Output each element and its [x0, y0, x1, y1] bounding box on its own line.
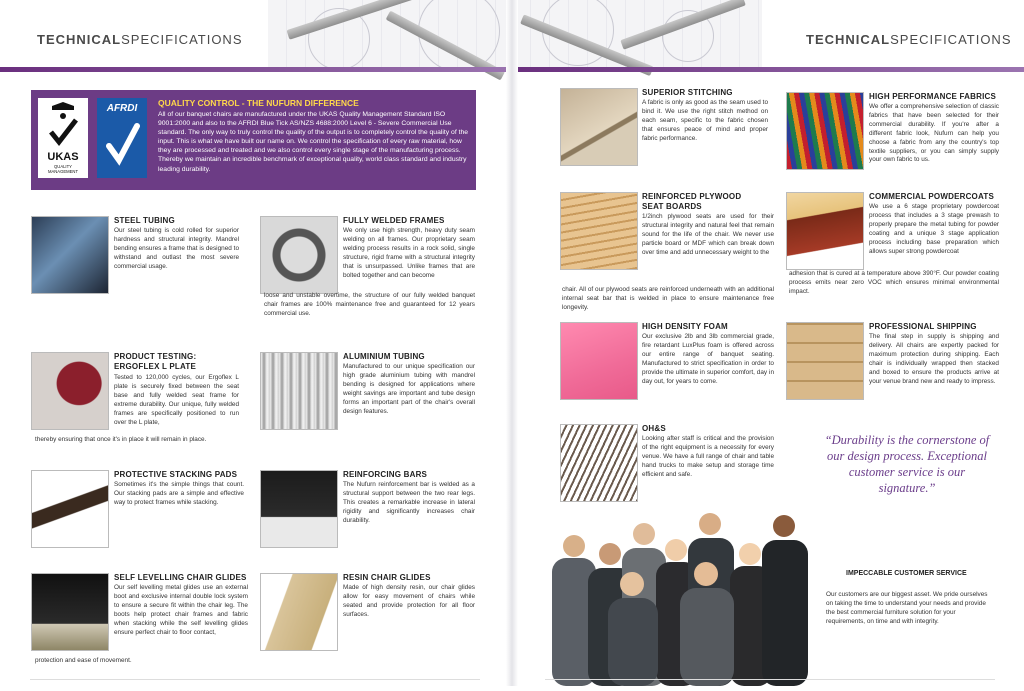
aluminium-tubing-title: ALUMINIUM TUBING: [343, 352, 425, 361]
header-rule: [0, 67, 512, 72]
welded-frames-text-cont: loose and unstable overtime, the structure of our fully welded banquet chair frames are 100% maintenance free and guaranteed for 12 years commercial use.: [264, 292, 475, 317]
self-levelling-glides-text-cont: protection and ease of movement.: [35, 657, 132, 664]
powdercoats-title: COMMERCIAL POWDERCOATS: [869, 192, 994, 201]
quality-body: All of our banquet chairs are manufactured under the UKAS Quality Management Standard ISO 9001:2000 and also to the AFRDI Blue Tick AS/NZS 4688:2000 Level 6 - Severe Commercial Use standard. The only way to truly control the quality of the output is to completely control the quality of the input. This is what we have built our name on. We control the specification of every raw material, how they are processed and treated and we also control every single stage of the manufacturing process. Thereby we maintain an incredible benchmark of exceptional quality, world class standard and industry leading durability.: [158, 111, 469, 173]
resin-glides-text: Made of high density resin, our chair glides allow for easy movement of chairs while seated and provide protection for all floor surfaces.: [343, 584, 475, 618]
blueprint-banner: [268, 0, 512, 68]
stitching-text: A fabric is only as good as the seam used to bind it. We use the right stitch method on each seam, specific to the fabric chosen that ensures peace of mind and proper fabric performance.: [642, 99, 768, 142]
powdercoats-text-cont: adhesion that is cured at a temperature above 390°F. Our powder coating process emits near zero VOC which ensures minimal environmental impact.: [789, 270, 999, 295]
customer-service-title: IMPECCABLE CUSTOMER SERVICE: [846, 570, 967, 577]
foam-text: Our exclusive 2lb and 3lb commercial grade, fire retardant LuxPlus foam is offered across our entire range of banquet seating. Manufactured to strict specification in order to provide the ultimate in superior comfort, day in day out, for years to come.: [642, 333, 774, 385]
resin-glides-image: [260, 573, 338, 651]
product-testing-text: Tested to 120,000 cycles, our Ergoflex L plate is securely fixed between the seat base and fully welded seat frame for extreme durability. Our unique, fully welded frames are specifically positioned to run over the L plate,: [114, 374, 239, 426]
resin-glides-title: RESIN CHAIR GLIDES: [343, 573, 431, 582]
right-footer-rule: [545, 679, 995, 680]
durability-quote: “Durability is the cornerstone of our design process. Exceptional customer service is our signature.”: [824, 433, 990, 495]
stacking-pads-text: Sometimes it's the simple things that count. Our stacking pads are a simple and effective way to protect frames while stacking.: [114, 481, 244, 506]
stitching-title: SUPERIOR STITCHING: [642, 88, 733, 97]
svg-text:AFRDI: AFRDI: [106, 103, 138, 114]
product-testing-text-cont: thereby ensuring that once it's in place it will remain in place.: [35, 436, 207, 443]
stacking-pads-image: [31, 470, 109, 548]
fabrics-text: We offer a comprehensive selection of classic fabrics that have been selected for their commercial durability. If you're after a different fabric look, Nufurn can help you choose a fabric from any the country's top textile suppliers, or you can simply supply your own fabric to us.: [869, 103, 999, 164]
welded-frames-image: [260, 216, 338, 294]
svg-text:UKAS: UKAS: [47, 151, 79, 163]
stitching-image: [560, 88, 638, 166]
fabrics-title: HIGH PERFORMANCE FABRICS: [869, 92, 997, 101]
svg-text:MANAGEMENT: MANAGEMENT: [47, 169, 79, 174]
powdercoats-image: [786, 192, 864, 270]
right-page-header: TECHNICALSPECIFICATIONS: [806, 32, 1012, 47]
plywood-text-cont: chair. All of our plywood seats are reinforced underneath with an additional internal seat bar that is welded in place to ensure maintenance free longevity.: [562, 286, 774, 311]
steel-tubing-text: Our steel tubing is cold rolled for superior hardness and structural integrity. Mandrel bending ensures a frame that is designed to withstand and outlast the most severe commercial usage.: [114, 227, 239, 270]
quality-control-box: [31, 90, 476, 190]
reinforcing-bars-image: [260, 470, 338, 548]
reinforcing-bars-title: REINFORCING BARS: [343, 470, 428, 479]
foam-image: [560, 322, 638, 400]
blueprint-banner-right: [512, 0, 762, 68]
self-levelling-glides-title: SELF LEVELLING CHAIR GLIDES: [114, 573, 247, 582]
aluminium-tubing-image: [260, 352, 338, 430]
customer-service-text: Our customers are our biggest asset. We pride ourselves on taking the time to understand your needs and provide the best commercial furniture solution for your requirements, on time and with integrity.: [826, 591, 988, 625]
svg-text:QUALITY: QUALITY: [54, 164, 72, 169]
quality-title: QUALITY CONTROL - THE NUFURN DIFFERENCE: [158, 98, 359, 108]
ukas-logo: [38, 98, 88, 178]
shipping-image: [786, 322, 864, 400]
left-footer-rule: [30, 679, 480, 680]
welded-frames-text: We only use high strength, heavy duty seam welding on all frames. Our proprietary seam welding process results in a rock solid, single structure, rigid frame with a structural integrity that is unsurpassed. Unlike frames that are bolted together and can become: [343, 227, 475, 279]
left-page-header: TECHNICALSPECIFICATIONS: [37, 32, 243, 47]
reinforcing-bars-text: The Nufurn reinforcement bar is welded as a structural support between the two rear legs. This creates a remarkable increase in lateral rigidity and significantly increases chair durability.: [343, 481, 475, 524]
ohs-text: Looking after staff is critical and the provision of the right equipment is a necessity for every venue. We have a full range of chair and table hand trucks to make setup and storage time efficient and safe.: [642, 435, 774, 478]
page-gutter: [506, 0, 518, 686]
shipping-title: PROFESSIONAL SHIPPING: [869, 322, 977, 331]
ohs-image: [560, 424, 638, 502]
fabrics-image: [786, 92, 864, 170]
stacking-pads-title: PROTECTIVE STACKING PADS: [114, 470, 238, 479]
header-rule-right: [512, 67, 1024, 72]
aluminium-tubing-text: Manufactured to our unique specification our high grade aluminium tubing with mandrel bending is designed for applications where weight savings are important and tube design forms an important part of the chair's overall design features.: [343, 363, 475, 415]
plywood-text: 1/2inch plywood seats are used for their structural integrity and natural feel that remain sound for the life of the chair. We never use particle board or MDF which can break down over time and add unnecessary weight to the: [642, 213, 774, 256]
ohs-title: OH&S: [642, 424, 666, 433]
self-levelling-glides-image: [31, 573, 109, 651]
plywood-title: REINFORCED PLYWOOD SEAT BOARDS: [642, 192, 742, 211]
left-page: [0, 0, 512, 686]
product-testing-title: PRODUCT TESTING: ERGOFLEX L PLATE: [114, 352, 197, 371]
welded-frames-title: FULLY WELDED FRAMES: [343, 216, 445, 225]
foam-title: HIGH DENSITY FOAM: [642, 322, 728, 331]
powdercoats-text: We use a 6 stage proprietary powdercoat process that includes a 3 stage prewash to properly prepare the metal tubing for powder coating and a unique 3 stage application process including base preparation which allows super strong powdercoat: [869, 203, 999, 255]
plywood-image: [560, 192, 638, 270]
steel-tubing-image: [31, 216, 109, 294]
team-photo: [548, 508, 810, 686]
steel-tubing-title: STEEL TUBING: [114, 216, 175, 225]
shipping-text: The final step in supply is shipping and delivery. All chairs are expertly packed for maximum protection during shipping. Each chair is individually wrapped then stacked and boxed to ensure the products arrive at your venue brand new and ready to impress.: [869, 333, 999, 385]
self-levelling-glides-text: Our self levelling metal glides use an external boot and exclusive internal double lock system to ensure a secure fit within the chair leg. The boots help protect chair frames and fabric when stacking while the self levelling glides ensure perfect chair to floor contact,: [114, 584, 248, 636]
product-testing-image: [31, 352, 109, 430]
afrdi-logo: [97, 98, 147, 178]
